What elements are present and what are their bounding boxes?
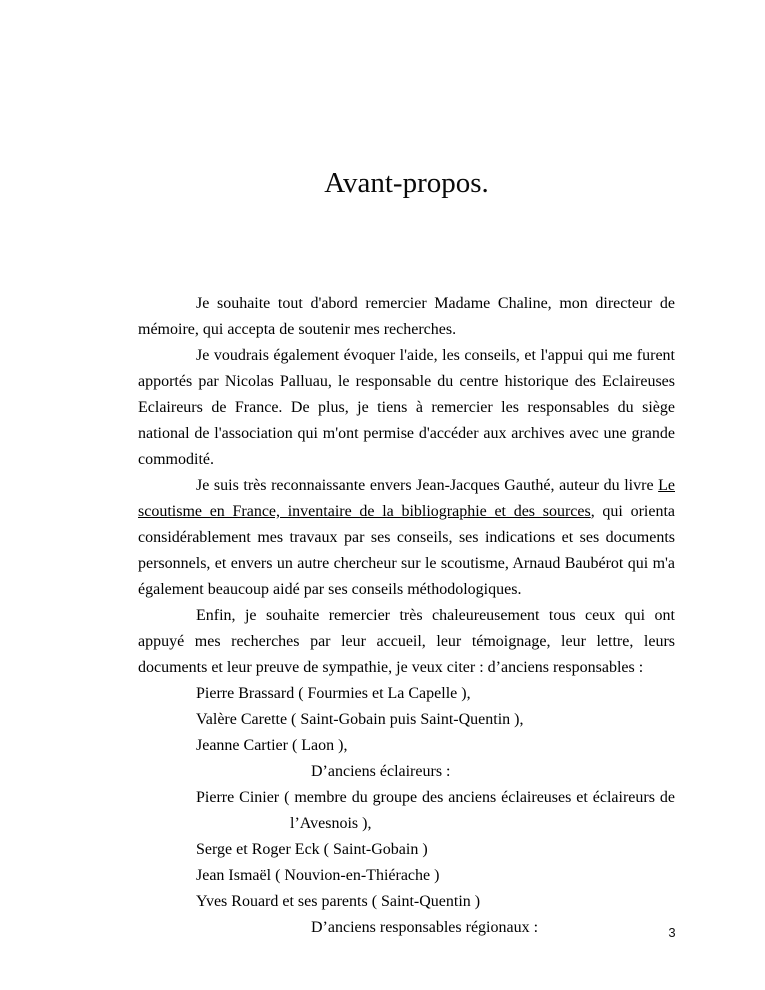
paragraph-text-before: Je suis très reconnaissante envers Jean-Jacques Gauthé, auteur du livre [196,477,659,494]
list-item-rouard: Yves Rouard et ses parents ( Saint-Quentin ) [196,893,481,910]
book-title-underlined: Le scoutisme en France, inventaire de la bibliographie et des sources [138,477,675,520]
paragraph-acknowledgement-chaline: Je souhaite tout d'abord remercier Madame Chaline, mon directeur de mémoire, qui accepta de soutenir mes recherches. [138,295,675,338]
list-item-ismael: Jean Ismaël ( Nouvion-en-Thiérache ) [196,867,440,884]
page-number: 3 [668,925,676,940]
list-item-brassard: Pierre Brassard ( Fourmies et La Capelle ), [196,685,471,702]
paragraph-acknowledgement-witnesses: Enfin, je souhaite remercier très chaleureusement tous ceux qui ont appuyé mes recherches par leur accueil, leur témoignage, leur lettre, leurs documents et leur preuve de sympathie, je veux citer : d’anciens responsables : [138,607,675,676]
paragraph-acknowledgement-gauthe [138,473,675,603]
list-heading-responsables-regionaux: D’anciens responsables régionaux : [311,919,539,936]
document-body [138,291,675,941]
list-heading-anciens-eclaireurs: D’anciens éclaireurs : [311,763,451,780]
list-item-cartier: Jeanne Cartier ( Laon ), [196,737,348,754]
paragraph-text-after: , qui orienta considérablement mes travaux par ses conseils, ses indications et ses documents personnels, et envers un autre chercheur sur le scoutisme, Arnaud Baubérot qui m'a également beaucoup aidé par ses conseils méthodologiques. [138,503,675,598]
text-block [138,0,675,941]
list-item-eck: Serge et Roger Eck ( Saint-Gobain ) [196,841,428,858]
paragraph-acknowledgement-palluau: Je voudrais également évoquer l'aide, les conseils, et l'appui qui me furent apportés par Nicolas Palluau, le responsable du centre historique des Eclaireuses Eclaireurs de France. De plus, je tiens à remercier les responsables du siège national de l'association qui m'ont permise d'accéder aux archives avec une grande commodité. [138,347,675,468]
list-item-cinier: Pierre Cinier ( membre du groupe des anciens éclaireuses et éclaireurs de l’Avesnois ), [196,789,675,832]
page-title: Avant-propos. [324,167,489,199]
list-item-carette: Valère Carette ( Saint-Gobain puis Saint-Quentin ), [196,711,524,728]
